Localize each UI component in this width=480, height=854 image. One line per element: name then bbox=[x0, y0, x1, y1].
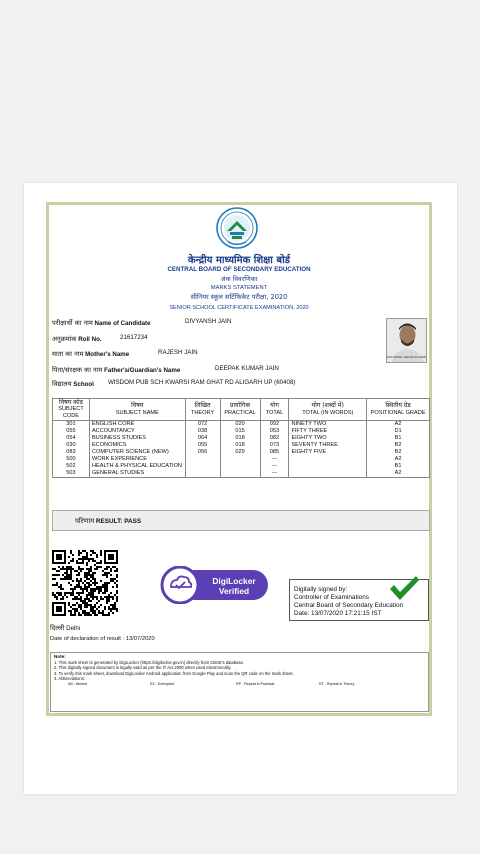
candidate-name: DIVYANSH JAIN bbox=[185, 318, 232, 325]
signature-date: Date: 13/07/2020 17:21:15 IST bbox=[294, 610, 382, 617]
school-label-hindi: विद्यालय bbox=[52, 380, 72, 388]
note-item: 1. This mark sheet is generated by DigiLocker (https://digilocker.gov.in) directly from CBSE's database. bbox=[54, 659, 245, 665]
declaration-date: Date of declaration of result : 13/07/2020 bbox=[50, 636, 155, 642]
table-row: 301 ENGLISH CORE 072 020 092 NINETY TWO A2 bbox=[53, 421, 430, 429]
col-subject-name: विषय SUBJECT NAME bbox=[89, 399, 185, 421]
father-name-label-hindi: पिता/संरक्षक का नाम bbox=[52, 366, 103, 374]
candidate-name-field bbox=[52, 318, 232, 327]
mother-name-field bbox=[52, 349, 198, 358]
table-row: 502 HEALTH & PHYSICAL EDUCATION --- B1 bbox=[53, 463, 430, 470]
note-item: 4. Abbreviations: bbox=[54, 676, 85, 682]
roll-no: 21617234 bbox=[120, 334, 148, 341]
cbse-emblem-icon bbox=[216, 207, 258, 249]
roll-no-label-hindi: अनुक्रमांक bbox=[52, 335, 77, 343]
candidate-name-label: Name of Candidate bbox=[94, 320, 151, 327]
place-hindi: दिल्ली bbox=[50, 624, 65, 632]
table-row: 054 BUSINESS STUDIES 064 018 082 EIGHTY TWO B1 bbox=[53, 435, 430, 442]
result-box bbox=[52, 510, 430, 531]
table-row: 503 GENERAL STUDIES --- A2 bbox=[53, 470, 430, 478]
note-item: 2. This digitally signed document is legally valid as per the IT Act 2000 when used electronically. bbox=[54, 665, 232, 671]
roll-no-label: Roll No. bbox=[78, 336, 102, 343]
table-row: 030 ECONOMICS 055 018 073 SEVENTY THREE B2 bbox=[53, 442, 430, 449]
exam-name-hindi: सीनियर स्कूल सर्टिफिकेट परीक्षा, 2020 bbox=[190, 293, 288, 301]
mother-name-label-hindi: माता का नाम bbox=[52, 350, 84, 358]
abbr-absent: AB - Absent bbox=[68, 681, 87, 686]
digilocker-label bbox=[206, 577, 262, 596]
table-row: 083 COMPUTER SCIENCE (NEW) 056 029 085 EIGHTY FIVE B2 bbox=[53, 449, 430, 456]
mother-name: RAJESH JAIN bbox=[158, 349, 198, 356]
father-name-field bbox=[52, 365, 279, 374]
col-total-in-words: योग (शब्दों में) TOTAL (IN WORDS) bbox=[289, 399, 367, 421]
father-name-label: Father's/Guardian's Name bbox=[104, 367, 181, 374]
qr-code-icon[interactable] bbox=[52, 550, 118, 616]
place-english: Delhi bbox=[66, 625, 81, 632]
marks-table bbox=[52, 398, 430, 478]
abbreviations-row bbox=[54, 682, 425, 688]
abbr-repeat-theory: RT - Repeat in Theory bbox=[319, 681, 355, 686]
candidate-name-label-hindi: परीक्षार्थी का नाम bbox=[52, 319, 93, 327]
school-field bbox=[52, 379, 296, 388]
board-name: CENTRAL BOARD OF SECONDARY EDUCATION bbox=[167, 266, 311, 273]
place-of-issue bbox=[50, 623, 80, 632]
checkmark-icon bbox=[388, 574, 420, 602]
col-practical: प्रायोगिक PRACTICAL bbox=[220, 399, 260, 421]
abbr-repeat-practical: RP - Repeat in Practical bbox=[236, 681, 275, 686]
photo-caption: DIVYANSH JAIN 06-10-2018 bbox=[387, 355, 426, 359]
marks-table-header bbox=[53, 399, 430, 421]
mother-name-label: Mother's Name bbox=[85, 351, 130, 358]
col-positional-grade: स्थितीय ग्रेड POSITIONAL GRADE bbox=[367, 399, 430, 421]
table-row: 055 ACCOUNTANCY 038 015 053 FIFTY THREE D1 bbox=[53, 428, 430, 435]
notes-title: Note: bbox=[54, 654, 66, 659]
abbr-exempted: EX - Exempted bbox=[150, 681, 175, 686]
signature-line-3: Central Board of Secondary Education bbox=[294, 602, 404, 609]
board-name-hindi: केन्द्रीय माध्यमिक शिक्षा बोर्ड bbox=[187, 255, 291, 266]
digilocker-title: DigiLocker bbox=[212, 576, 256, 586]
roll-no-field bbox=[52, 334, 148, 343]
col-subject-code: विषय कोड SUBJECT CODE bbox=[53, 399, 90, 421]
result-status: RESULT: PASS bbox=[95, 518, 142, 525]
school-label: School bbox=[73, 381, 94, 388]
col-total: योग TOTAL bbox=[260, 399, 289, 421]
notes-box bbox=[50, 652, 429, 712]
marks-statement: MARKS STATEMENT bbox=[210, 285, 268, 291]
marks-statement-hindi: अंक विवरणिका bbox=[220, 275, 258, 283]
col-theory: लिखित THEORY bbox=[185, 399, 220, 421]
digilocker-status: Verified bbox=[218, 585, 250, 596]
signature-line-1: Digitally signed by: bbox=[294, 586, 348, 593]
table-row: 500 WORK EXPERIENCE --- A2 bbox=[53, 456, 430, 463]
result-label-hindi: परिणाम bbox=[75, 517, 95, 525]
exam-name: SENIOR SCHOOL CERTIFICATE EXAMINATION, 2020 bbox=[169, 305, 309, 311]
note-item: 3. To verify this mark sheet, download DigiLocker Android application from Google Play and scan the QR code on the mark sheet. bbox=[54, 670, 294, 676]
father-name: DEEPAK KUMAR JAIN bbox=[215, 365, 279, 372]
signature-line-2: Controller of Examinations bbox=[294, 594, 369, 601]
school-name: WISDOM PUB SCH KWARSI RAM GHAT RD ALIGARH UP (60408) bbox=[108, 379, 296, 386]
